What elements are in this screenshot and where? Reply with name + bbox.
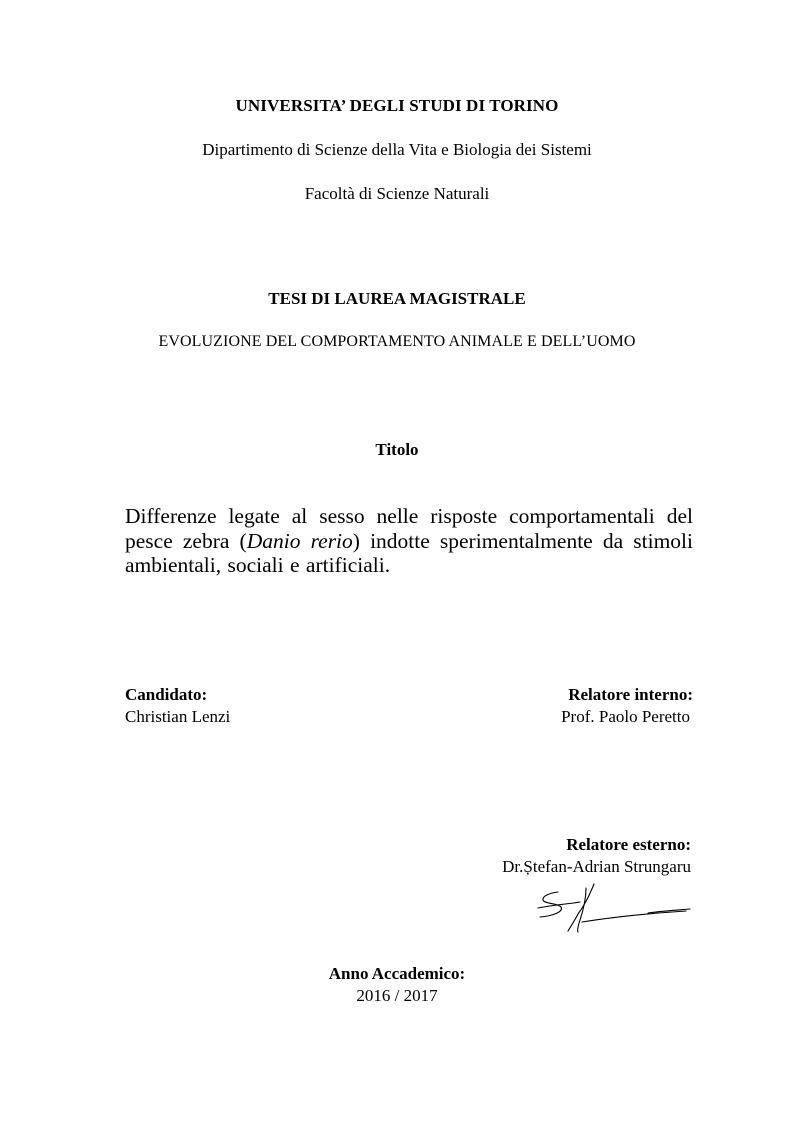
academic-year-heading: Anno Accademico: xyxy=(328,964,466,983)
external-supervisor-heading: Relatore esterno: xyxy=(566,835,691,854)
title-label: Titolo xyxy=(375,440,419,459)
degree-program: EVOLUZIONE DEL COMPORTAMENTO ANIMALE E DELL’UOMO xyxy=(158,333,636,350)
thesis-title xyxy=(125,504,693,578)
handwritten-signature xyxy=(528,880,693,938)
internal-supervisor-name: Prof. Paolo Peretto xyxy=(561,707,690,726)
department-name: Dipartimento di Scienze della Vita e Biologia dei Sistemi xyxy=(202,140,592,159)
internal-supervisor-heading: Relatore interno: xyxy=(568,685,693,704)
candidate-heading: Candidato: xyxy=(125,685,208,704)
thesis-title-part2: ) indotte sperimentalmente da stimoli ambientali, sociali e artificiali. xyxy=(125,528,694,577)
candidate-name: Christian Lenzi xyxy=(125,707,231,726)
thesis-type: TESI DI LAUREA MAGISTRALE xyxy=(268,289,526,308)
academic-year-value: 2016 / 2017 xyxy=(356,986,438,1005)
faculty-name: Facoltà di Scienze Naturali xyxy=(304,184,490,203)
thesis-title-species: Danio rerio xyxy=(246,528,353,553)
university-name: UNIVERSITA’ DEGLI STUDI DI TORINO xyxy=(235,96,559,115)
thesis-title-part1: Differenze legate al sesso nelle risposte comportamentali del pesce zebra ( xyxy=(125,504,693,553)
external-supervisor-name: Dr.Ștefan-Adrian Strungaru xyxy=(502,857,691,876)
